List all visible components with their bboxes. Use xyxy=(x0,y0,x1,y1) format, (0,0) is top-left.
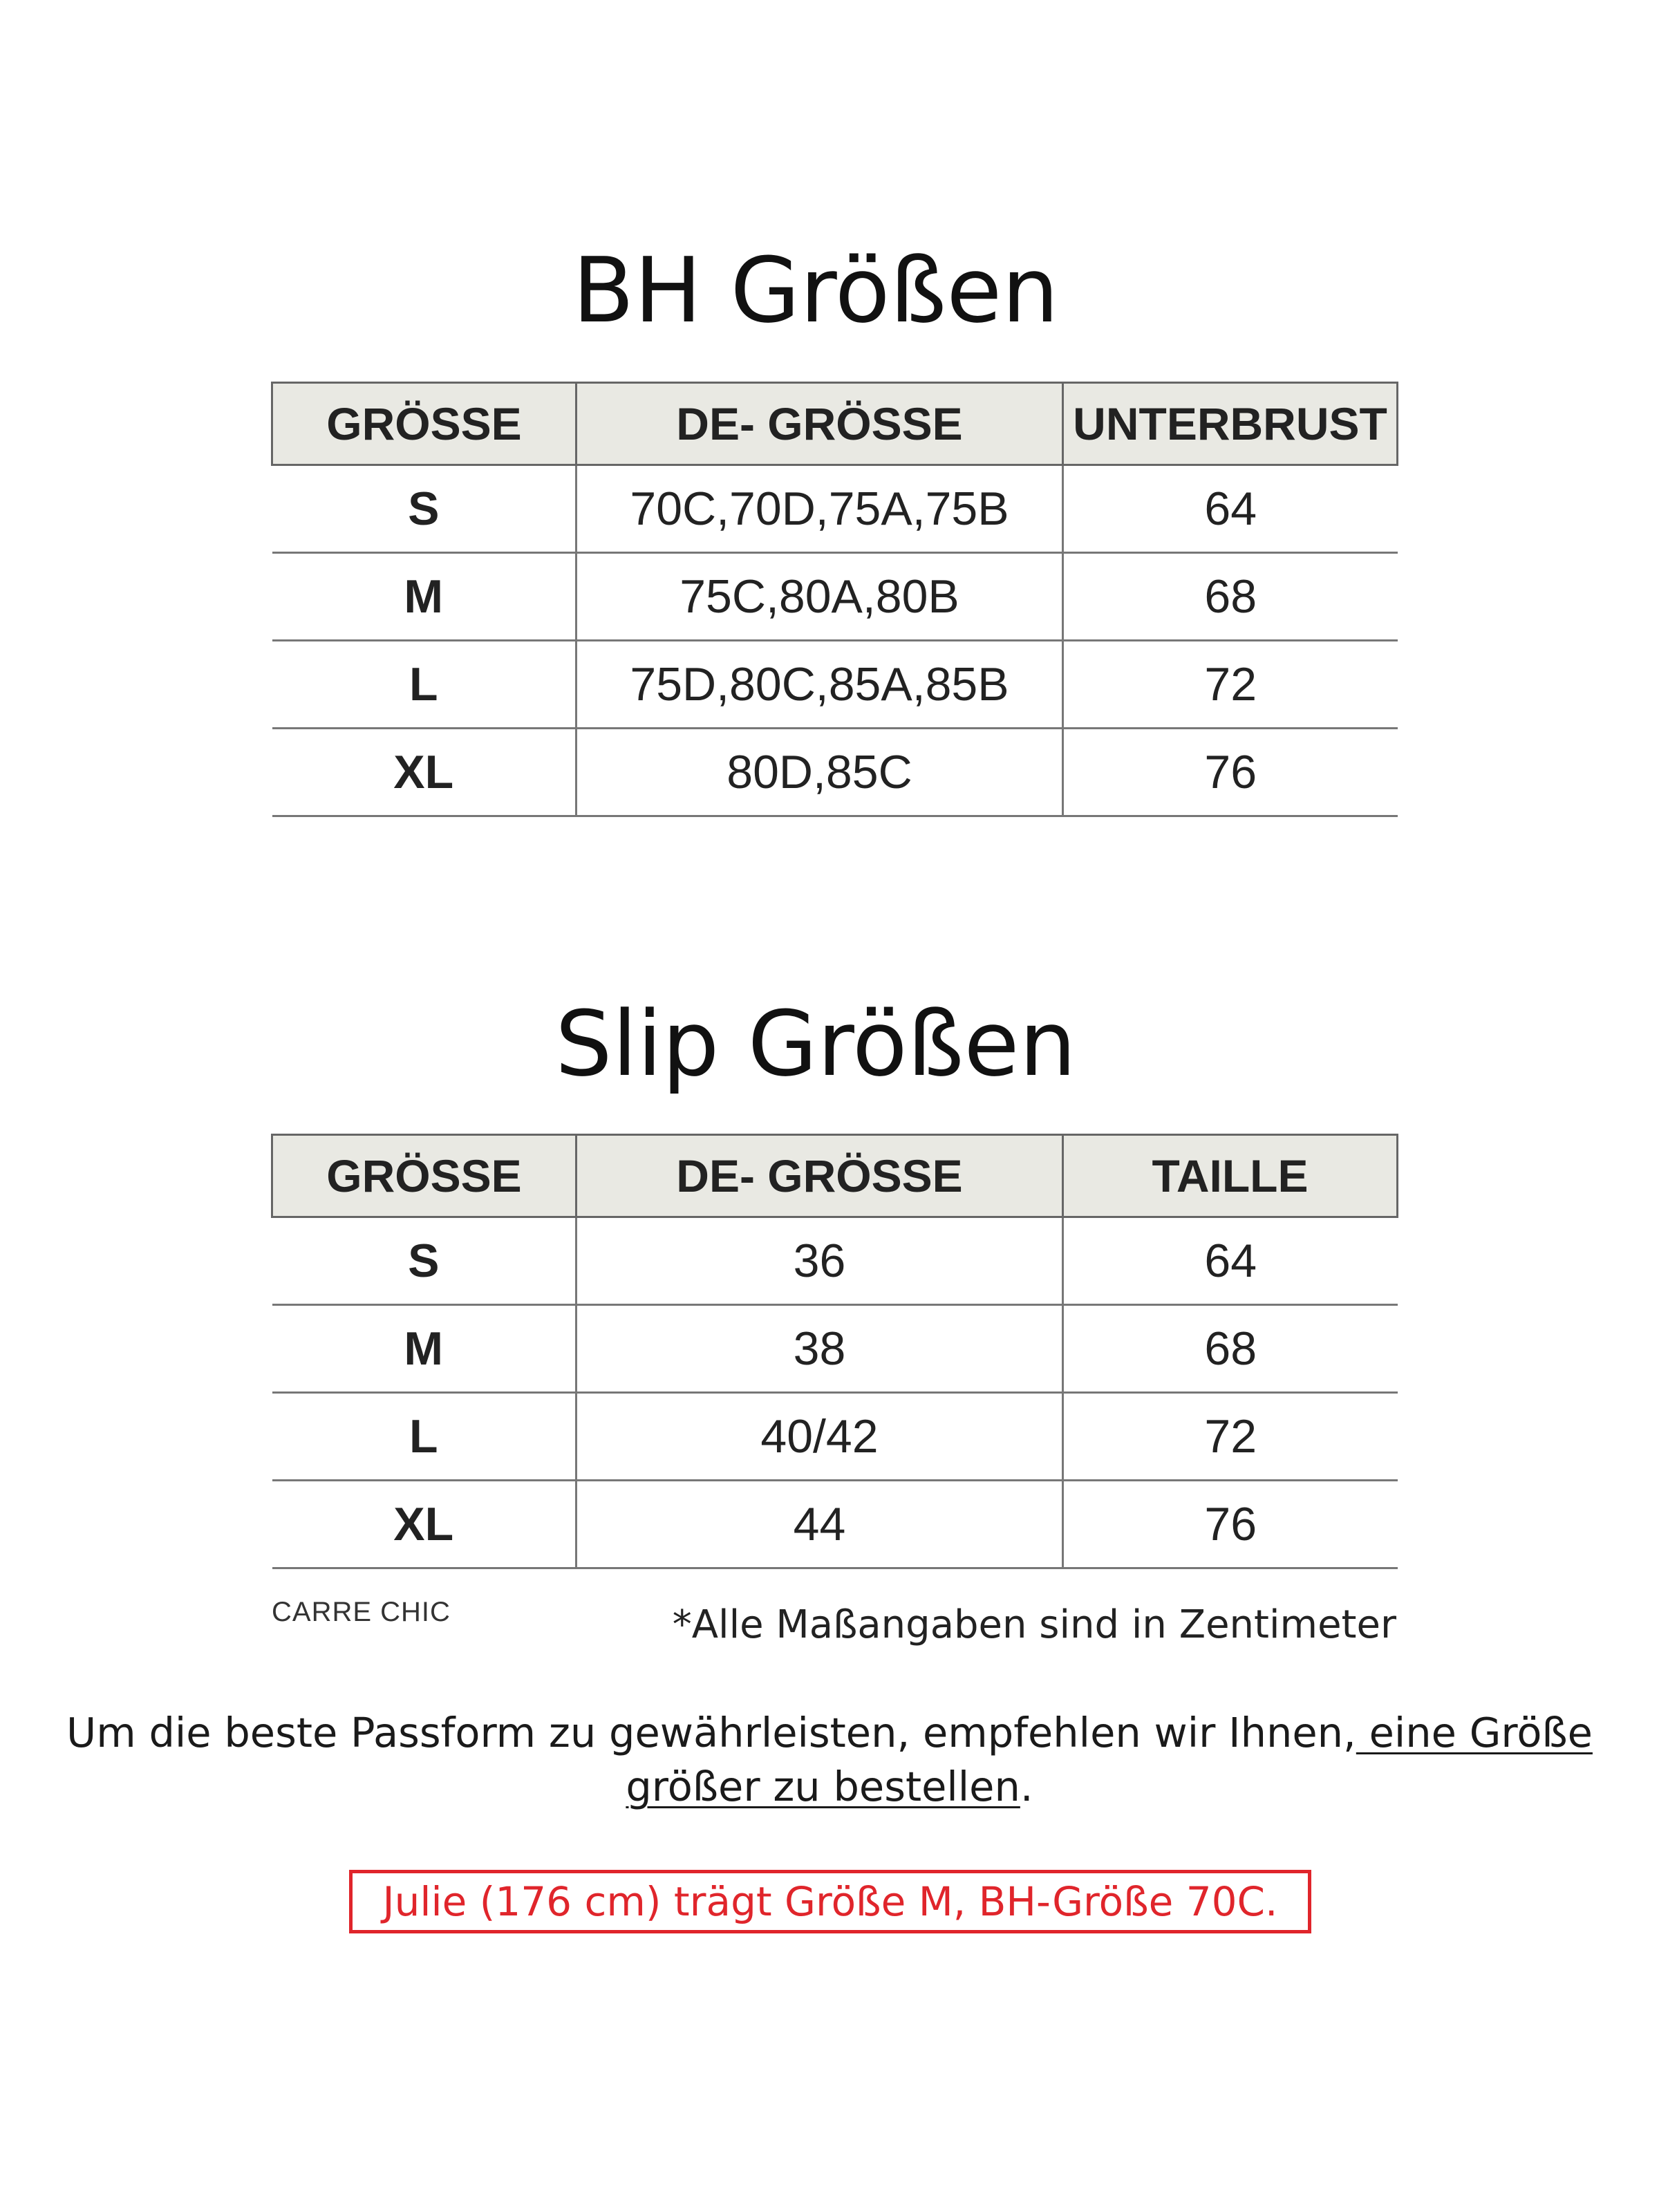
measurement-unit-note: *Alle Maßangaben sind in Zentimeter xyxy=(672,1602,1396,1647)
fit-advice-emphasis: eine Größe größer zu bestellen xyxy=(626,1709,1593,1810)
bh-sizes-title: BH Größen xyxy=(572,238,1059,343)
model-size-info: Julie (176 cm) trägt Größe M, BH-Größe 70C. xyxy=(349,1870,1311,1933)
size-cell: L xyxy=(272,1393,577,1481)
table-row xyxy=(272,1481,1398,1568)
table-header-row xyxy=(272,383,1398,465)
table-row xyxy=(272,553,1398,641)
table-row xyxy=(272,465,1398,553)
size-cell: L xyxy=(272,641,577,729)
column-header-underbust: UNTERBRUST xyxy=(1063,383,1398,465)
table-row xyxy=(272,1393,1398,1481)
waist-cell: 72 xyxy=(1063,1393,1398,1481)
brand-label: CARRE CHIC xyxy=(272,1597,451,1627)
column-header-waist: TAILLE xyxy=(1063,1135,1398,1217)
waist-cell: 64 xyxy=(1063,1217,1398,1305)
slip-sizes-title: Slip Größen xyxy=(555,991,1076,1096)
de-size-cell: 36 xyxy=(577,1217,1063,1305)
waist-cell: 76 xyxy=(1063,1481,1398,1568)
size-cell: XL xyxy=(272,1481,577,1568)
fit-advice-suffix: . xyxy=(1020,1763,1033,1810)
column-header-size: GRÖSSE xyxy=(272,383,577,465)
underbust-cell: 76 xyxy=(1063,729,1398,816)
de-size-cell: 75D,80C,85A,85B xyxy=(577,641,1063,729)
underbust-cell: 68 xyxy=(1063,553,1398,641)
table-row xyxy=(272,1305,1398,1393)
bh-size-table xyxy=(271,382,1398,817)
column-header-de-size: DE- GRÖSSE xyxy=(577,1135,1063,1217)
de-size-cell: 40/42 xyxy=(577,1393,1063,1481)
waist-cell: 68 xyxy=(1063,1305,1398,1393)
size-cell: XL xyxy=(272,729,577,816)
de-size-cell: 80D,85C xyxy=(577,729,1063,816)
fit-advice-prefix: Um die beste Passform zu gewährleisten, empfehlen wir Ihnen, xyxy=(66,1709,1356,1756)
table-header-row xyxy=(272,1135,1398,1217)
table-row xyxy=(272,1217,1398,1305)
underbust-cell: 64 xyxy=(1063,465,1398,553)
de-size-cell: 38 xyxy=(577,1305,1063,1393)
table-row xyxy=(272,729,1398,816)
table-row xyxy=(272,641,1398,729)
size-cell: M xyxy=(272,553,577,641)
de-size-cell: 44 xyxy=(577,1481,1063,1568)
size-cell: S xyxy=(272,465,577,553)
column-header-de-size: DE- GRÖSSE xyxy=(577,383,1063,465)
de-size-cell: 75C,80A,80B xyxy=(577,553,1063,641)
underbust-cell: 72 xyxy=(1063,641,1398,729)
size-cell: M xyxy=(272,1305,577,1393)
fit-advice-text xyxy=(21,1706,1638,1814)
size-cell: S xyxy=(272,1217,577,1305)
de-size-cell: 70C,70D,75A,75B xyxy=(577,465,1063,553)
slip-size-table xyxy=(271,1134,1398,1569)
column-header-size: GRÖSSE xyxy=(272,1135,577,1217)
